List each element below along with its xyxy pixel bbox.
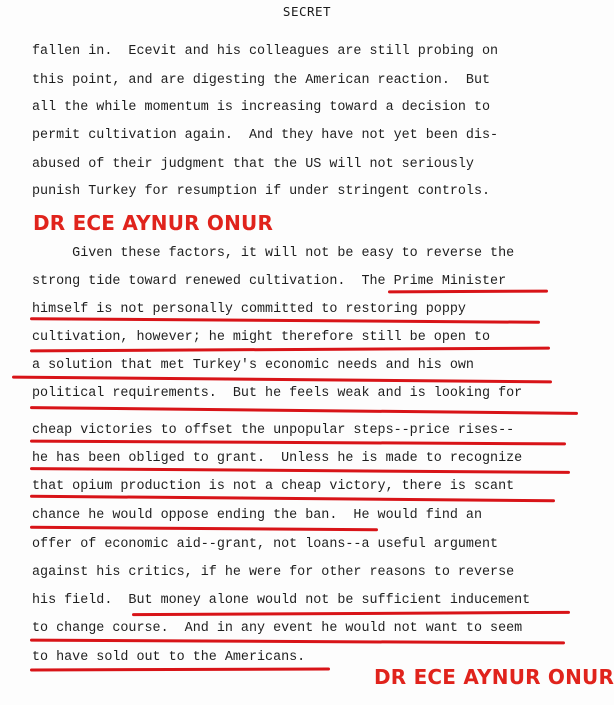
red-underline	[388, 290, 548, 294]
red-underline	[30, 639, 565, 645]
red-underline	[30, 495, 555, 503]
text-line: himself is not personally committed to restoring poppy	[32, 302, 466, 317]
red-underline	[30, 526, 378, 531]
red-underline	[30, 440, 566, 446]
text-line: his field. But money alone would not be sufficient inducement	[32, 593, 531, 608]
text-line: that opium production is not a cheap victory, there is scant	[32, 479, 515, 494]
text-line: punish Turkey for resumption if under stringent controls.	[32, 184, 491, 199]
text-line: to have sold out to the Americans.	[32, 650, 306, 665]
text-line: he has been obliged to grant. Unless he is made to recognize	[32, 451, 523, 466]
text-line: strong tide toward renewed cultivation. The Prime Minister	[32, 274, 507, 289]
red-underline	[12, 376, 552, 384]
text-line: political requirements. But he feels weak and is looking for	[32, 386, 523, 401]
text-line: offer of economic aid--grant, not loans--a useful argument	[32, 537, 499, 552]
watermark-text: DR ECE AYNUR ONUR	[33, 211, 274, 235]
text-line: against his critics, if he were for other reasons to reverse	[32, 565, 515, 580]
text-line: cheap victories to offset the unpopular steps--price rises--	[32, 423, 515, 438]
text-line: abused of their judgment that the US will not seriously	[32, 157, 474, 172]
red-underline	[30, 467, 570, 474]
text-line: Given these factors, it will not be easy to reverse the	[32, 246, 515, 261]
text-line: this point, and are digesting the American reaction. But	[32, 73, 491, 88]
text-line: chance he would oppose ending the ban. He would find an	[32, 508, 482, 523]
red-underline	[132, 611, 570, 616]
red-underline	[30, 406, 578, 415]
classification-header: SECRET	[282, 4, 332, 19]
red-underline	[30, 317, 540, 324]
watermark-text: DR ECE AYNUR ONUR	[374, 665, 614, 689]
text-line: fallen in. Ecevit and his colleagues are still probing on	[32, 44, 499, 59]
text-line: all the while momentum is increasing toward a decision to	[32, 100, 491, 115]
red-underline	[30, 347, 550, 353]
text-line: cultivation, however; he might therefore still be open to	[32, 330, 491, 345]
text-line: to change course. And in any event he would not want to seem	[32, 621, 523, 636]
text-line: a solution that met Turkey's economic needs and his own	[32, 358, 474, 373]
text-line: permit cultivation again. And they have not yet been dis-	[32, 128, 499, 143]
red-underline	[30, 667, 330, 671]
